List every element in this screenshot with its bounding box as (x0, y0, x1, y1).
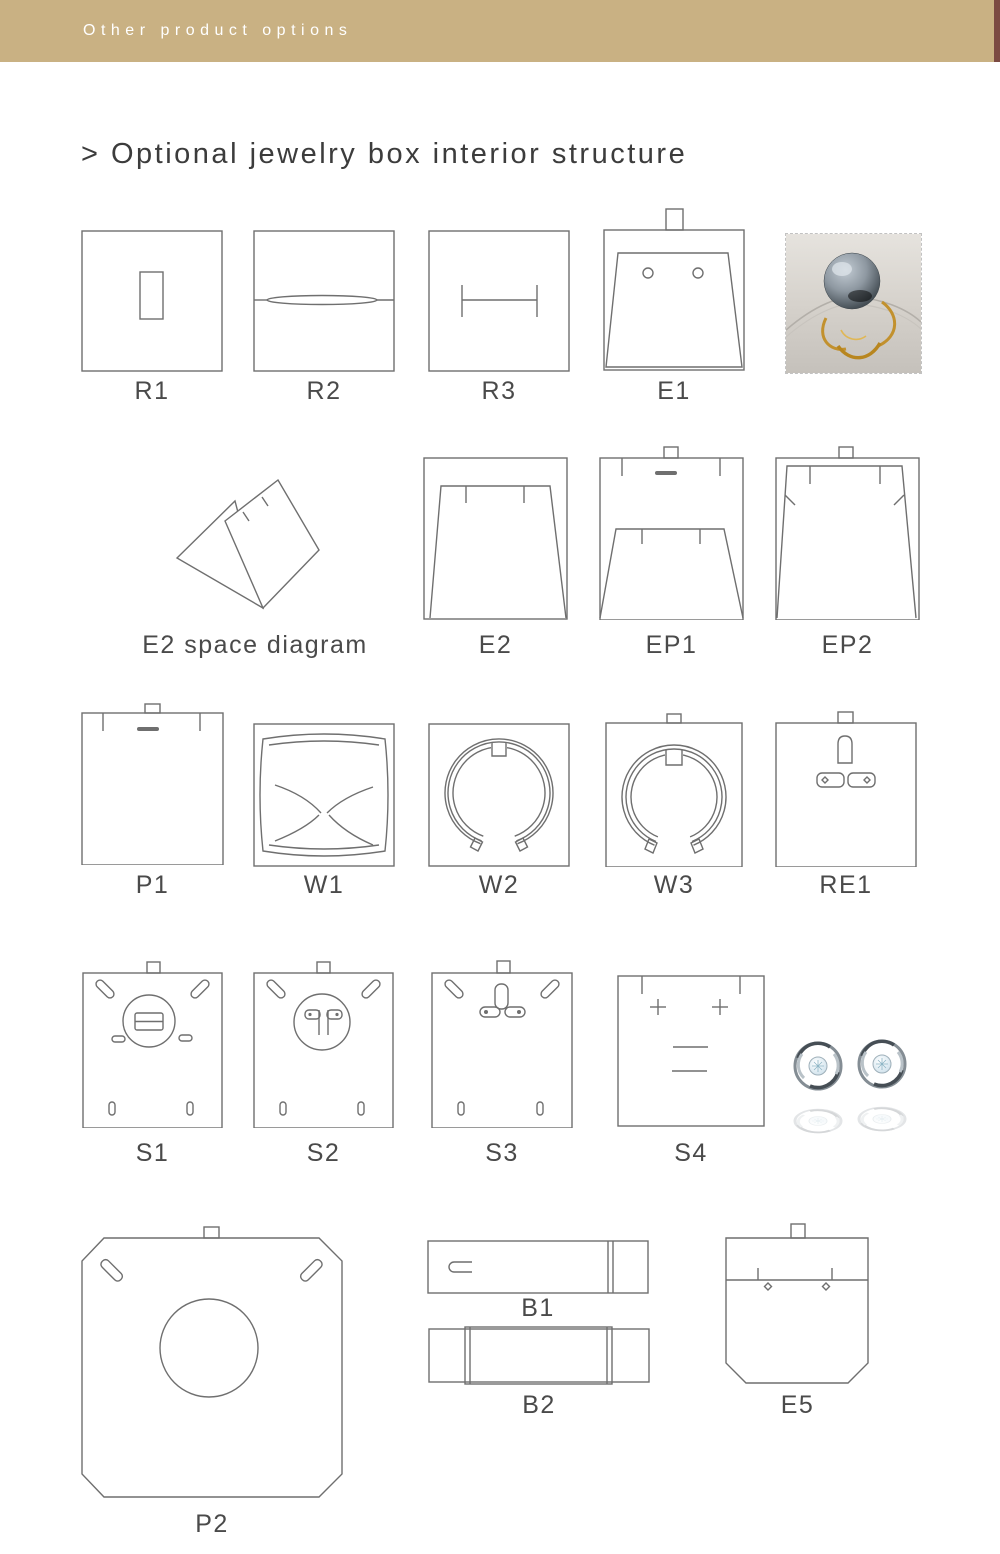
label-e1: E1 (657, 377, 691, 405)
diagram-s2 (253, 961, 394, 1128)
header-bar (0, 0, 994, 62)
label-ep1: EP1 (645, 631, 698, 659)
diagram-b2 (428, 1326, 650, 1385)
label-ep2: EP2 (821, 631, 874, 659)
diagram-ep1 (599, 446, 744, 620)
label-w3: W3 (653, 871, 695, 899)
label-e5: E5 (780, 1391, 815, 1419)
label-p1: P1 (135, 871, 170, 899)
label-s3: S3 (485, 1139, 519, 1167)
label-r2: R2 (306, 377, 342, 405)
label-w2: W2 (478, 871, 520, 899)
label-b2: B2 (522, 1391, 556, 1419)
diagram-w2 (428, 723, 570, 867)
label-re1: RE1 (819, 871, 873, 899)
header-title: Other product options (83, 22, 353, 39)
diagram-s3 (431, 960, 573, 1128)
diagram-ep2 (775, 446, 920, 620)
diagram-s4 (617, 975, 765, 1127)
label-r3: R3 (481, 377, 517, 405)
label-s2: S2 (306, 1139, 341, 1167)
diagram-re1 (775, 711, 917, 867)
label-e2-space: E2 space diagram (142, 631, 368, 659)
diagram-w1 (253, 723, 395, 867)
diagram-e5 (725, 1223, 870, 1384)
label-s4: S4 (674, 1139, 708, 1167)
label-w1: W1 (303, 871, 345, 899)
stud-earrings-photo (788, 1022, 912, 1134)
label-e2: E2 (478, 631, 513, 659)
label-p2: P2 (195, 1510, 229, 1538)
header-edge-strip (994, 0, 1000, 62)
diagram-e1 (603, 208, 745, 371)
diagram-e2-space (170, 475, 335, 615)
diagram-r3 (428, 230, 570, 372)
label-b1: B1 (521, 1294, 555, 1322)
section-heading: > Optional jewelry box interior structure (81, 138, 688, 170)
diagram-r2 (253, 230, 395, 372)
diagram-r1 (81, 230, 223, 372)
diagram-p1 (81, 703, 224, 865)
diagram-s1 (82, 961, 223, 1128)
diagram-e2 (423, 457, 568, 620)
diagram-p2 (81, 1226, 343, 1498)
label-s1: S1 (135, 1139, 170, 1167)
diagram-b1 (427, 1240, 649, 1294)
pearl-ring-photo (785, 233, 922, 374)
diagram-w3 (605, 713, 743, 867)
label-r1: R1 (134, 377, 170, 405)
